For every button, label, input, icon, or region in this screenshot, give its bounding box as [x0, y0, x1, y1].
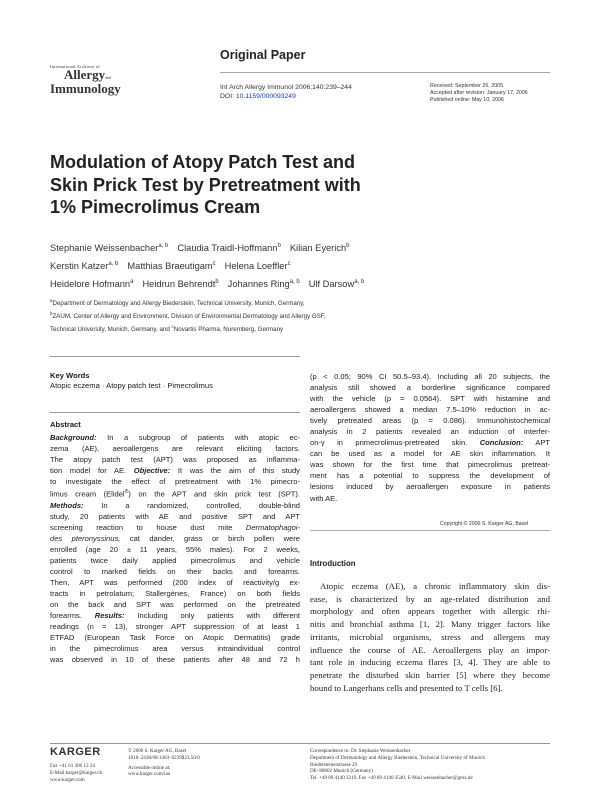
introduction-heading: Introduction: [310, 559, 356, 568]
author-name: Ulf Darsow$^{a, b}$: [308, 279, 365, 290]
correspondence: Correspondence to: Dr. Stephanie Weissenbacher Department of Dermatology and Allergy Biederstein, Technical University of Munich Biedersteinerstrasse 29 DE–80802 Munich (Germany) Tel. +49 89 4140 3219, Fax +49 89 4140 3540, E-Mail weissenbacher@gmx.de: [310, 748, 485, 782]
doi-link[interactable]: 10.1159/000093249: [235, 93, 296, 100]
affiliations: [50, 296, 510, 335]
abstract-line: lesions induced by aeroallergen exposure in patients: [310, 482, 550, 492]
abstract-line: Background: In a subgroup of patients with atopic ec-: [50, 433, 300, 442]
abstract-line: to investigate the effect of pretreatment with 1% pimecro-: [50, 477, 300, 487]
access-link[interactable]: www.karger.com/iaa: [128, 771, 171, 778]
abstract-line: with AE.: [310, 493, 338, 503]
author-name: Matthias Braeutigam$^c$: [127, 261, 216, 272]
abstract-line: ETFAD (European Task Force on Atopic Dermatitis) grade: [50, 633, 300, 643]
author-name: Heidrun Behrendt$^b$: [142, 279, 219, 290]
abstract-heading: Abstract: [50, 420, 81, 429]
abstract-line: aeroallergens showed a median 7.5–10% reduction in ac-: [310, 405, 550, 415]
author-row: [50, 256, 500, 274]
abstract-line: ment has a potential to suppress the development of: [310, 471, 550, 481]
intro-line: Atopic eczema (AE), a chronic inflammatory skin dis-: [320, 581, 550, 591]
author-name: Johannes Ring$^{a, b}$: [227, 279, 300, 290]
affiliation-c: Technical University, Munich, Germany, and $^c$Novartis Pharma, Nuremberg, Germany: [50, 324, 284, 334]
author-name: Kilian Eyerich$^b$: [289, 243, 350, 254]
abstract-line: on the back and SPT was performed on the pretreated: [50, 600, 300, 610]
abstract-line: was shown for the first time that pimecrolimus pretreat-: [310, 460, 550, 470]
author-name: Heidelore Hofmann$^a$: [50, 279, 134, 290]
author-name: Stephanie Weissenbacher$^{a, b}$: [50, 243, 169, 254]
author-name: Kerstin Katzer$^{a, b}$: [50, 261, 119, 272]
intro-line: influence the course of AE. Aeroallergens play an impor-: [310, 644, 550, 655]
abstract-line: (p < 0.05; 90% CI 50.5–93.4). Including all 20 subjects, the: [310, 372, 550, 381]
author-row: [50, 274, 500, 292]
abstract-line: can be used as a model for AE skin inflammation. It: [310, 449, 550, 459]
intro-line: tant role in inducing eczema flares [3, 4]. They are able to: [310, 657, 550, 668]
abstract-line: screening reaction to house dust mite Dermatophagoi-: [50, 522, 300, 532]
intro-line: bound to Langerhans cells and presented to T cells [6].: [310, 682, 503, 693]
abstract-line: Then, APT was performed (200 index of reactivity/g ex-: [50, 578, 300, 588]
publisher-logo: KARGER: [50, 746, 101, 758]
abstract-line: tively pretreated areas (p = 0.086). Immunohistochemical: [310, 416, 550, 426]
header-divider: [220, 72, 550, 73]
abstract-line: was observed in 10 of these patients after 48 and 72 h: [50, 655, 300, 665]
abstract-line: Methods: In a randomized, controlled, double-blind: [50, 500, 300, 510]
abstract-line: des pteronyssinus, cat dander, grass or birch pollen were: [50, 533, 300, 543]
journal-citation: Int Arch Allergy Immunol 2006;140:239–244: [220, 84, 352, 91]
publisher-email[interactable]: E-Mail karger@karger.ch: [50, 769, 103, 776]
keywords-divider: [50, 356, 300, 357]
author-list: [50, 238, 500, 292]
abstract-end-divider: [310, 530, 550, 531]
abstract-line: tracts in petrolatum; Stallergènes, France) on both fields: [50, 589, 300, 599]
abstract-line: tion model for AE. Objective: It was the aim of this study: [50, 466, 300, 476]
journal-logo: [50, 64, 121, 94]
keywords-text: Atopic eczema · Atopy patch test · Pimecrolimus: [50, 381, 213, 390]
affiliation-a: $^a$Department of Dermatology and Allergy Biederstein, Technical University, Munich, Germany,: [50, 298, 305, 308]
abstract-copyright: Copyright © 2006 S. Karger AG, Basel: [440, 521, 529, 527]
abstract-line: study, 20 patients with AE and positive SPT and APT: [50, 511, 300, 521]
intro-line: irritants, microbial organisms, stress and allergens may: [310, 631, 550, 642]
intro-line: ease, is characterized by an age-related distribution and: [310, 593, 550, 604]
abstract-line: with the vehicle (p = 0.0564). SPT with histamine and: [310, 394, 550, 404]
abstract-line: readings (n = 13), stronger APT suppression of at least 1: [50, 622, 300, 632]
publisher-contact: Fax +41 61 306 12 34 E-Mail karger@karger.ch www.karger.com: [50, 763, 103, 783]
abstract-line: limus cream (Elidel®) on the APT and skin prick test (SPT).: [50, 489, 300, 499]
abstract-continued: [310, 371, 550, 504]
author-row: [50, 238, 500, 256]
doi-line: DOI: 10.1159/000093249: [220, 93, 296, 100]
intro-line: nitis and bronchial asthma [1, 2]. Many trigger factors like: [310, 619, 550, 630]
article-dates: [430, 83, 528, 103]
abstract-line: control to marked fields on their backs and forearms.: [50, 567, 300, 577]
section-label: Original Paper: [220, 48, 306, 62]
author-name: Claudia Traidl-Hoffmann$^b$: [177, 243, 281, 254]
abstract-line: zema (AE), aeroallergens are relevant eliciting factors.: [50, 444, 300, 454]
logo-line-1: International Archives of: [50, 64, 100, 69]
publication-info: © 2006 S. Karger AG, Basel 1018–2438/06/1403–0239$23.50/0 Accessible online at: www.karger.com/iaa: [128, 748, 200, 778]
introduction-body: [310, 580, 550, 694]
citation-block: [220, 83, 352, 101]
abstract-line: on-γ in primecrolimus-pretreated skin. Conclusion: APT: [310, 438, 550, 448]
abstract-body: [50, 432, 300, 666]
intro-line: penetrate the disturbed skin barrier [5] where they become: [310, 669, 550, 680]
article-title: Modulation of Atopy Patch Test and Skin Prick Test by Pretreatment with 1% Pimecrolimus Cream: [50, 152, 361, 217]
author-name: Helena Loeffler$^c$: [224, 261, 291, 272]
abstract-divider: [50, 412, 300, 413]
logo-line-2: Allergyand: [64, 67, 111, 82]
accepted-date: Accepted after revision: January 17, 2006: [430, 89, 528, 96]
affiliation-b: $^b$ZAUM, Center of Allergy and Environment, Division of Environmental Dermatology and Allergy GSF,: [50, 311, 326, 321]
footer-divider: [50, 743, 550, 744]
logo-line-3: Immunology: [50, 81, 121, 96]
abstract-line: enrolled (age 20 ± 11 years, 55% males). For 2 weeks,: [50, 544, 300, 554]
abstract-line: The atopy patch test (APT) was proposed as inflamma-: [50, 455, 300, 465]
abstract-line: patients twice daily applied pimecrolimus and vehicle: [50, 556, 300, 566]
publisher-web[interactable]: www.karger.com: [50, 776, 85, 783]
abstract-line: analysis in 2 patients revealed an induction of interfer-: [310, 427, 550, 437]
published-date: Published online: May 10, 2006: [430, 96, 504, 103]
abstract-line: in the pimecrolimus area versus intraindividual control: [50, 644, 300, 654]
received-date: Received: September 26, 2005: [430, 83, 504, 89]
intro-line: morphology and often appears together with allergic rhi-: [310, 606, 550, 617]
abstract-line: forearms. Results: Including only patients with different: [50, 611, 300, 621]
keywords-heading: Key Words: [50, 371, 90, 380]
abstract-line: analysis still showed a borderline significance compared: [310, 383, 550, 393]
